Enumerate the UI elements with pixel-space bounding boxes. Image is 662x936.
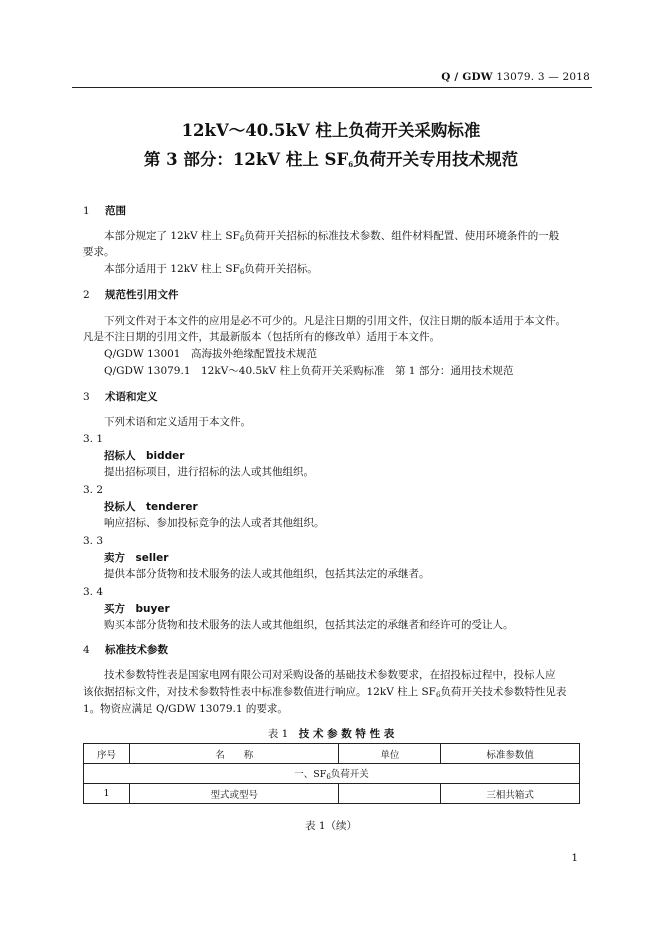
main-title: 12kV～40.5kV 柱上负荷开关采购标准: [181, 121, 481, 140]
term-definition: 提出招标项目，进行招标的法人或其他组织。: [104, 466, 314, 478]
col-header-name: 名 称: [129, 744, 339, 764]
table-row: [84, 784, 580, 804]
section-2-para-2: 凡是不注日期的引用文件，其最新版本（包括所有的修改单）适用于本文件。: [83, 331, 440, 343]
term-definition: 购买本部分货物和技术服务的法人或其他组织，包括其法定的承继者和经许可的受让人。: [104, 619, 514, 631]
term-title: 招标人 bidder: [104, 450, 185, 462]
group-label: 一、$SF_6$负荷开关: [84, 764, 580, 784]
document-code: [441, 71, 590, 83]
sub-title: 第 3 部分：12kV 柱上 $SF_6$负荷开关专用技术规范: [143, 150, 519, 169]
term-definition: 提供本部分货物和技术服务的法人或其他组织，包括其法定的承继者。: [104, 568, 430, 580]
term-number: 3. 2: [83, 484, 104, 496]
section-4-para-2: 该依据招标文件，对技术参数特性表中标准参数值进行响应。12kV 柱上 $SF_6$负荷开关技术参数特性见表: [83, 686, 567, 699]
term-title: 投标人 tenderer: [104, 501, 198, 513]
term-number: 3. 4: [83, 586, 104, 598]
cell-unit: [339, 784, 441, 804]
cell-name: 型式或型号: [129, 784, 339, 804]
col-header-index: 序号: [84, 744, 130, 764]
standard-prefix: Q / GDW: [441, 71, 493, 83]
header-rule: [72, 87, 592, 88]
section-1-para-1-cont: 要求。: [83, 246, 115, 258]
section-1-para-2: 本部分适用于 12kV 柱上 $SF_6$负荷开关招标。: [104, 263, 318, 276]
section-2-para-1: 下列文件对于本文件的应用是必不可少的。凡是注日期的引用文件，仅注日期的版本适用于本文件。: [104, 315, 566, 327]
section-4-heading: 4 标准技术参数: [83, 644, 168, 656]
tech-params-table: [83, 743, 580, 804]
section-2-heading: 2 规范性引用文件: [83, 289, 179, 301]
reference-2: Q/GDW 13079.1 12kV～40.5kV 柱上负荷开关采购标准 第 1 部分：通用技术规范: [104, 365, 514, 377]
page-number: 1: [571, 852, 578, 864]
col-header-value: 标准参数值: [441, 744, 580, 764]
col-header-unit: 单位: [339, 744, 441, 764]
table-header-row: [84, 744, 580, 764]
term-number: 3. 1: [83, 433, 104, 445]
term-definition: 响应招标、参加投标竞争的法人或者其他组织。: [104, 517, 325, 529]
table-group-row: [84, 764, 580, 784]
section-4-para-1: 技术参数特性表是国家电网有限公司对采购设备的基础技术参数要求，在招投标过程中，投标人应: [104, 669, 556, 681]
term-title: 买方 buyer: [104, 603, 170, 615]
term-number: 3. 3: [83, 535, 104, 547]
section-1-para-1: 本部分规定了 12kV 柱上 $SF_6$负荷开关招标的标准技术参数、组件材料配置、使用环境条件的一般: [104, 230, 560, 243]
cell-index: 1: [84, 784, 130, 804]
section-4-para-3: 1。物资应满足 Q/GDW 13079.1 的要求。: [83, 703, 288, 715]
standard-number: 13079. 3 — 2018: [496, 71, 590, 83]
table-caption: 表 1 技 术 参 数 特 性 表: [267, 728, 395, 740]
section-3-intro: 下列术语和定义适用于本文件。: [104, 416, 251, 428]
section-3-heading: 3 术语和定义: [83, 391, 158, 403]
term-title: 卖方 seller: [104, 552, 169, 564]
reference-1: Q/GDW 13001 高海拔外绝缘配置技术规范: [104, 348, 317, 360]
section-1-heading: 1 范围: [83, 205, 126, 217]
table-continued-caption: 表 1（续）: [304, 820, 358, 832]
cell-value: 三相共箱式: [441, 784, 580, 804]
